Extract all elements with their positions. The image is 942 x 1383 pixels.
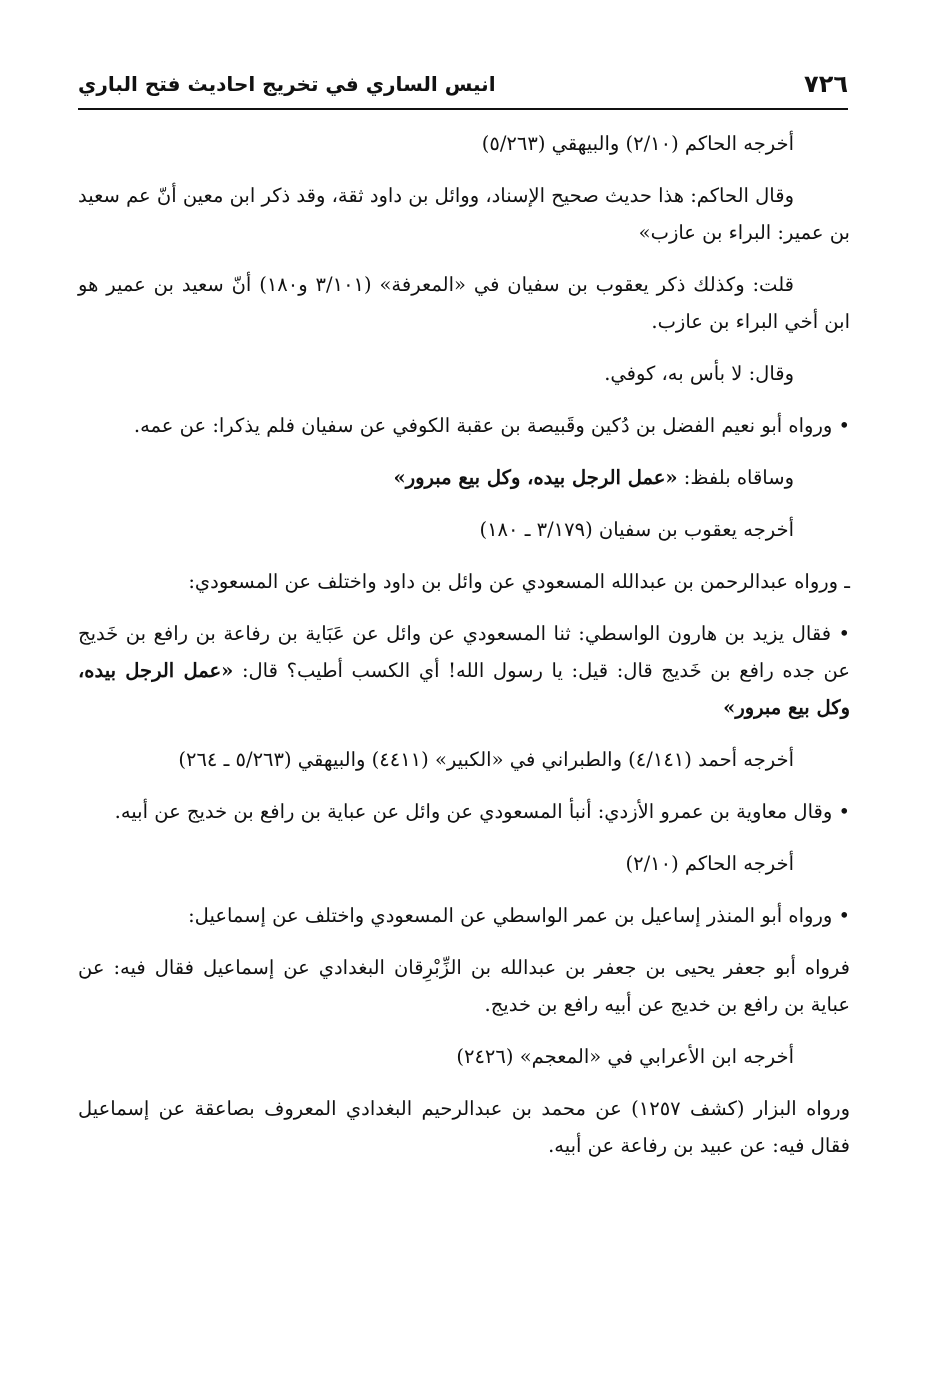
paragraph: ـ ورواه عبدالرحمن بن عبدالله المسعودي عن وائل بن داود واختلف عن المسعودي: [188, 570, 850, 593]
paragraph: • فقال يزيد بن هارون الواسطي: ثنا المسعودي عن وائل عن عَبَاية بن رفاعة بن رافع بن خَديج عن جده رافع بن خَديج قال: قيل: يا رسول الله! أي الكسب أطيب؟ قال: «عمل الرجل بيده، وكل بيع مبرور» [78, 622, 850, 719]
hadith-text: «عمل الرجل بيده، وكل بيع مبرور» [78, 659, 850, 719]
paragraph: أخرجه يعقوب بن سفيان (٣/١٧٩ ـ ١٨٠) [479, 518, 794, 541]
paragraph: فرواه أبو جعفر يحيى بن جعفر بن عبدالله بن الزِّبْرِقان البغدادي عن إسماعيل فقال فيه: عن عباية بن رافع بن خديج عن أبيه رافع بن خديج. [78, 956, 850, 1016]
paragraph: أخرجه الحاكم (٢/١٠) [625, 852, 794, 875]
body-text [78, 125, 850, 1179]
book-title: انيس الساري في تخريج احاديث فتح الباري [78, 72, 496, 96]
page-header [78, 68, 848, 110]
paragraph: ورواه البزار (كشف ١٢٥٧) عن محمد بن عبدالرحيم البغدادي المعروف بصاعقة عن إسماعيل فقال فيه: عن عبيد بن رفاعة عن أبيه. [78, 1097, 850, 1157]
paragraph: وقال الحاكم: هذا حديث صحيح الإسناد، ووائل بن داود ثقة، وقد ذكر ابن معين أنّ عم سعيد بن عمير: البراء بن عازب» [78, 184, 850, 244]
paragraph: أخرجه الحاكم (٢/١٠) والبيهقي (٥/٢٦٣) [481, 132, 794, 155]
page-number: ٧٢٦ [804, 70, 848, 98]
paragraph: وساقاه بلفظ: «عمل الرجل بيده، وكل بيع مبرور» [393, 466, 794, 489]
paragraph: أخرجه أحمد (٤/١٤١) والطبراني في «الكبير» (٤٤١١) والبيهقي (٥/٢٦٣ ـ ٢٦٤) [178, 748, 794, 771]
paragraph: قلت: وكذلك ذكر يعقوب بن سفيان في «المعرفة» (٣/١٠١ و١٨٠) أنّ سعيد بن عمير هو ابن أخي البراء بن عازب. [78, 273, 850, 333]
paragraph: أخرجه ابن الأعرابي في «المعجم» (٢٤٢٦) [456, 1045, 794, 1068]
paragraph: • وقال معاوية بن عمرو الأزدي: أنبأ المسعودي عن وائل عن عباية بن رافع بن خديج عن أبيه. [114, 800, 850, 823]
paragraph: • ورواه أبو نعيم الفضل بن دُكين وقَبيصة بن عقبة الكوفي عن سفيان فلم يذكرا: عن عمه. [133, 414, 850, 437]
hadith-text: «عمل الرجل بيده، وكل بيع مبرور» [393, 466, 678, 489]
paragraph: وقال: لا بأس به، كوفي. [604, 362, 794, 385]
paragraph: • ورواه أبو المنذر إساعيل بن عمر الواسطي عن المسعودي واختلف عن إسماعيل: [188, 904, 850, 927]
